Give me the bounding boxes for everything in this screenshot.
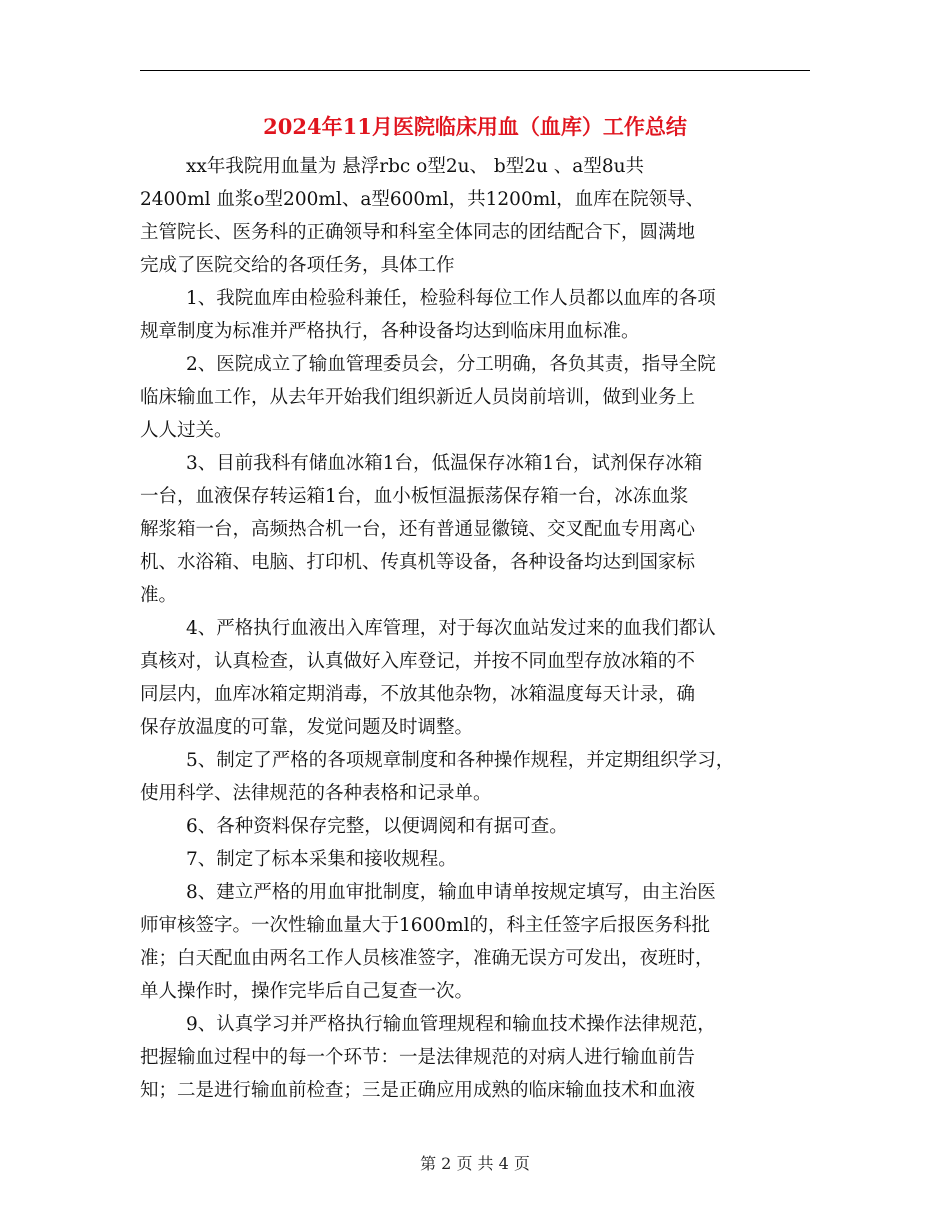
body-line: 把握输血过程中的每一个环节：一是法律规范的对病人进行输血前告: [140, 1047, 696, 1068]
body-line: 真核对，认真检查，认真做好入库登记，并按不同血型存放冰箱的不: [140, 651, 696, 672]
body-line: 规章制度为标准并严格执行，各种设备均达到临床用血标准。: [140, 321, 640, 342]
body-line: 8、建立严格的用血审批制度，输血申请单按规定填写，由主治医: [186, 882, 716, 903]
document-title: 2024年11月医院临床用血（血库）工作总结: [263, 114, 687, 139]
body-line: 6、各种资料保存完整，以便调阅和有据可查。: [186, 816, 568, 837]
body-line: 1、我院血库由检验科兼任，检验科每位工作人员都以血库的各项: [186, 288, 716, 309]
body-line: 准。: [140, 585, 178, 606]
body-line: 5、制定了严格的各项规章制度和各种操作规程，并定期组织学习，: [186, 750, 735, 771]
body-line: 临床输血工作，从去年开始我们组织新近人员岗前培训，做到业务上: [140, 387, 696, 408]
page-number: 第 2 页 共 4 页: [420, 1154, 530, 1173]
body-line: 人人过关。: [140, 420, 233, 441]
body-line: 4、严格执行血液出入库管理，对于每次血站发过来的血我们都认: [186, 618, 716, 639]
body-line: 7、制定了标本采集和接收规程。: [186, 849, 457, 870]
body-line: 完成了医院交给的各项任务，具体工作: [140, 255, 455, 276]
body-line: xx年我院用血量为 悬浮rbc o型2u、 b型2u 、a型8u共: [186, 156, 645, 177]
header-rule: [140, 70, 810, 71]
body-line: 师审核签字。一次性输血量大于1600ml的，科主任签字后报医务科批: [140, 915, 711, 936]
body-line: 9、认真学习并严格执行输血管理规程和输血技术操作法律规范，: [186, 1014, 716, 1035]
body-line: 保存放温度的可靠，发觉问题及时调整。: [140, 717, 474, 738]
body-line: 一台，血液保存转运箱1台，血小板恒温振荡保存箱一台，冰冻血浆: [140, 486, 689, 507]
body-line: 主管院长、医务科的正确领导和科室全体同志的团结配合下，圆满地: [140, 222, 696, 243]
body-line: 2、医院成立了输血管理委员会，分工明确，各负其责，指导全院: [186, 354, 716, 375]
body-line: 同层内，血库冰箱定期消毒，不放其他杂物，冰箱温度每天计录，确: [140, 684, 696, 705]
body-line: 知；二是进行输血前检查；三是正确应用成熟的临床输血技术和血液: [140, 1080, 696, 1101]
body-line: 2400ml 血浆o型200ml、a型600ml，共1200ml，血库在院领导、: [140, 189, 705, 210]
body-line: 单人操作时，操作完毕后自己复查一次。: [140, 981, 474, 1002]
body-line: 解浆箱一台，高频热合机一台，还有普通显徽镜、交叉配血专用离心: [140, 519, 696, 540]
body-line: 使用科学、法律规范的各种表格和记录单。: [140, 783, 492, 804]
body-line: 3、目前我科有储血冰箱1台，低温保存冰箱1台，试剂保存冰箱: [186, 453, 703, 474]
body-line: 准；白天配血由两名工作人员核准签字，准确无误方可发出，夜班时，: [140, 948, 714, 969]
body-line: 机、水浴箱、电脑、打印机、传真机等设备，各种设备均达到国家标: [140, 552, 696, 573]
